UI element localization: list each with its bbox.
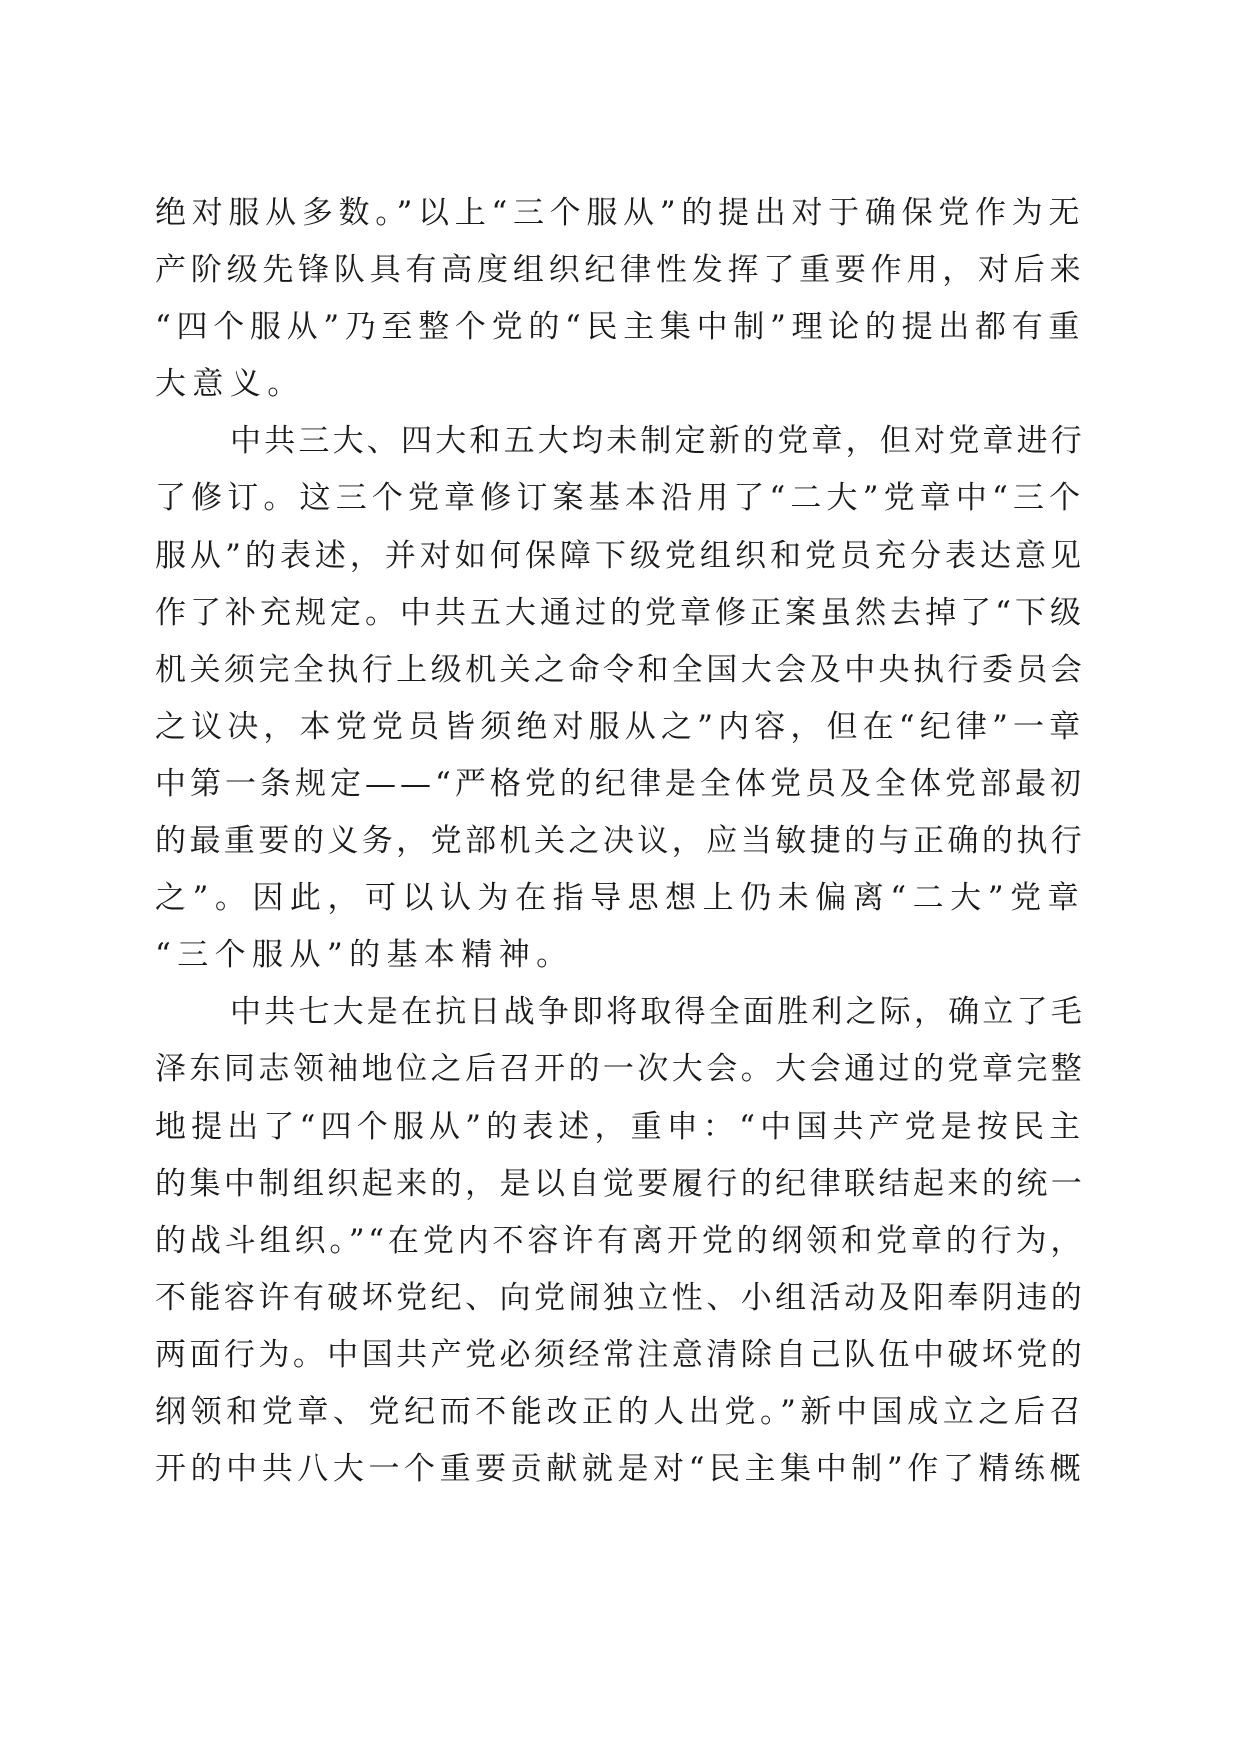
text-line: 之议决，本党党员皆须绝对服从之”内容，但在“纪律”一章 — [155, 708, 1085, 745]
text-line: 之”。因此，可以认为在指导思想上仍未偏离“二大”党章 — [155, 880, 1085, 917]
paragraph-3 — [155, 984, 1085, 1498]
paragraph-1 — [155, 185, 1085, 413]
body-text — [155, 185, 1085, 1498]
text-line: 服从”的表述，并对如何保障下级党组织和党员充分表达意见 — [155, 537, 1085, 574]
text-line: 机关须完全执行上级机关之命令和全国大会及中央执行委员会 — [155, 651, 1085, 688]
text-line: 中共七大是在抗日战争即将取得全面胜利之际，确立了毛 — [230, 994, 1085, 1031]
text-line: 绝对服从多数。”以上“三个服从”的提出对于确保党作为无 — [155, 195, 1085, 231]
text-line: 了修订。这三个党章修订案基本沿用了“二大”党章中“三个 — [155, 480, 1085, 517]
text-line: 两面行为。中国共产党必须经常注意清除自己队伍中破坏党的 — [155, 1336, 1085, 1373]
text-line: 的最重要的义务，党部机关之决议，应当敏捷的与正确的执行 — [155, 823, 1085, 860]
text-line: “三个服从”的基本精神。 — [155, 937, 574, 974]
text-line: “四个服从”乃至整个党的“民主集中制”理论的提出都有重 — [155, 309, 1085, 346]
text-line: 地提出了“四个服从”的表述，重申：“中国共产党是按民主 — [155, 1108, 1085, 1145]
text-line: 中第一条规定——“严格党的纪律是全体党员及全体党部最初 — [155, 765, 1085, 802]
text-line: 产阶级先锋队具有高度组织纪律性发挥了重要作用，对后来 — [155, 252, 1085, 289]
text-line: 开的中共八大一个重要贡献就是对“民主集中制”作了精练概 — [155, 1451, 1085, 1488]
text-line: 泽东同志领袖地位之后召开的一次大会。大会通过的党章完整 — [155, 1051, 1085, 1088]
text-line: 纲领和党章、党纪而不能改正的人出党。”新中国成立之后召 — [155, 1393, 1085, 1430]
text-line: 大意义。 — [155, 366, 305, 403]
text-line: 中共三大、四大和五大均未制定新的党章，但对党章进行 — [230, 423, 1085, 460]
text-line: 的集中制组织起来的，是以自觉要履行的纪律联结起来的统一 — [155, 1165, 1085, 1202]
text-line: 不能容许有破坏党纪、向党闹独立性、小组活动及阳奉阴违的 — [155, 1279, 1085, 1316]
text-line: 的战斗组织。”“在党内不容许有离开党的纲领和党章的行为， — [155, 1222, 1085, 1259]
text-line: 作了补充规定。中共五大通过的党章修正案虽然去掉了“下级 — [155, 594, 1085, 631]
paragraph-2 — [155, 413, 1085, 984]
